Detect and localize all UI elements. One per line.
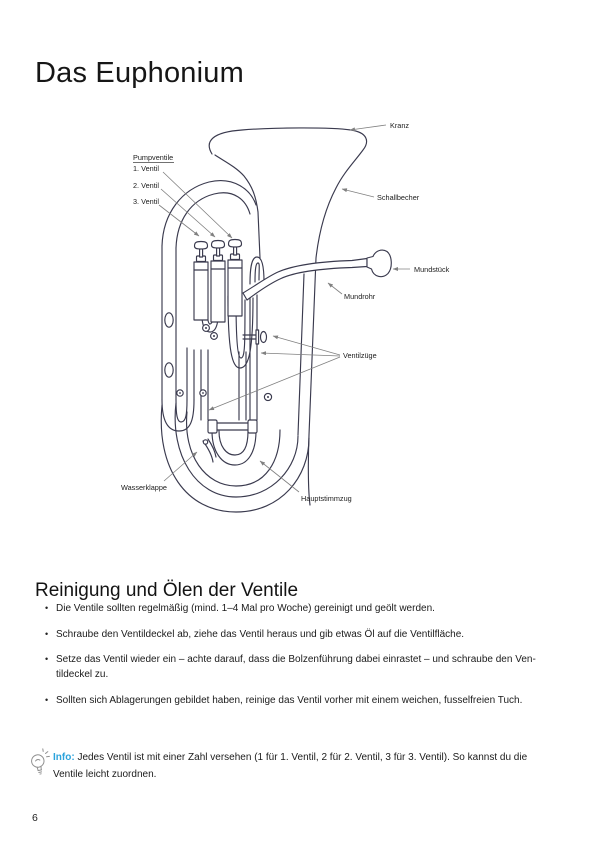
mouthpiece: [367, 250, 391, 276]
label-pumpventile: Pumpventile: [133, 153, 174, 162]
label-schallbecher: Schallbecher: [377, 193, 420, 202]
info-line: [53, 750, 527, 767]
page-title: Das Euphonium: [35, 57, 244, 90]
label-hauptstimmzug: Hauptstimmzug: [301, 494, 352, 503]
label-kranz: Kranz: [390, 121, 410, 130]
diagram-labels: [121, 121, 450, 503]
info-text-1: Jedes Ventil ist mit einer Zahl versehen (1 für 1. Ventil, 2 für 2. Ventil, 3 für 3. Ventil). So kannst du die: [77, 752, 528, 763]
valve-casings: [194, 240, 242, 323]
bullet-marker: •: [45, 695, 49, 705]
bullet-text: Schraube den Ventildeckel ab, ziehe das Ventil heraus und gib etwas Öl auf die Ventilfläche.: [56, 629, 465, 640]
bullet-text: Setze das Ventil wieder ein – achte darauf, dass die Bolzenführung dabei einrastet – und schraube den Ven-: [56, 654, 536, 665]
info-line: Ventile leicht zuordnen.: [53, 768, 157, 780]
bullet-marker: •: [45, 603, 49, 613]
label-ventilzuege: Ventilzüge: [343, 351, 377, 360]
label-ventil-1: 1. Ventil: [133, 164, 159, 173]
label-mundrohr: Mundrohr: [344, 292, 376, 301]
bullet-item: [45, 627, 590, 642]
bullet-text: Die Ventile sollten regelmäßig (mind. 1–4 Mal pro Woche) gereinigt und geölt werden.: [56, 603, 435, 614]
label-ventil-3: 3. Ventil: [133, 197, 159, 206]
info-label: Info:: [53, 752, 75, 763]
label-mundstueck: Mundstück: [414, 265, 450, 274]
bullet-item: [45, 601, 590, 616]
info-box: [53, 750, 527, 783]
bullet-marker: •: [45, 654, 49, 664]
bullet-text: Sollten sich Ablagerungen gebildet haben, reinige das Ventil vorher mit einem weichen, fusselfreien Tuch.: [56, 695, 523, 706]
euphonium-drawing: [161, 128, 391, 512]
bullet-text: tildeckel zu.: [56, 669, 109, 680]
label-wasserklappe: Wasserklappe: [121, 483, 167, 492]
section-heading: Reinigung und Ölen der Ventile: [35, 579, 299, 601]
lightbulb-icon: [28, 748, 52, 780]
label-ventil-2: 2. Ventil: [133, 181, 159, 190]
bullet-item: [45, 652, 590, 682]
page-number: 6: [32, 812, 38, 824]
bullet-marker: •: [45, 629, 49, 639]
bullet-item: [45, 693, 590, 708]
